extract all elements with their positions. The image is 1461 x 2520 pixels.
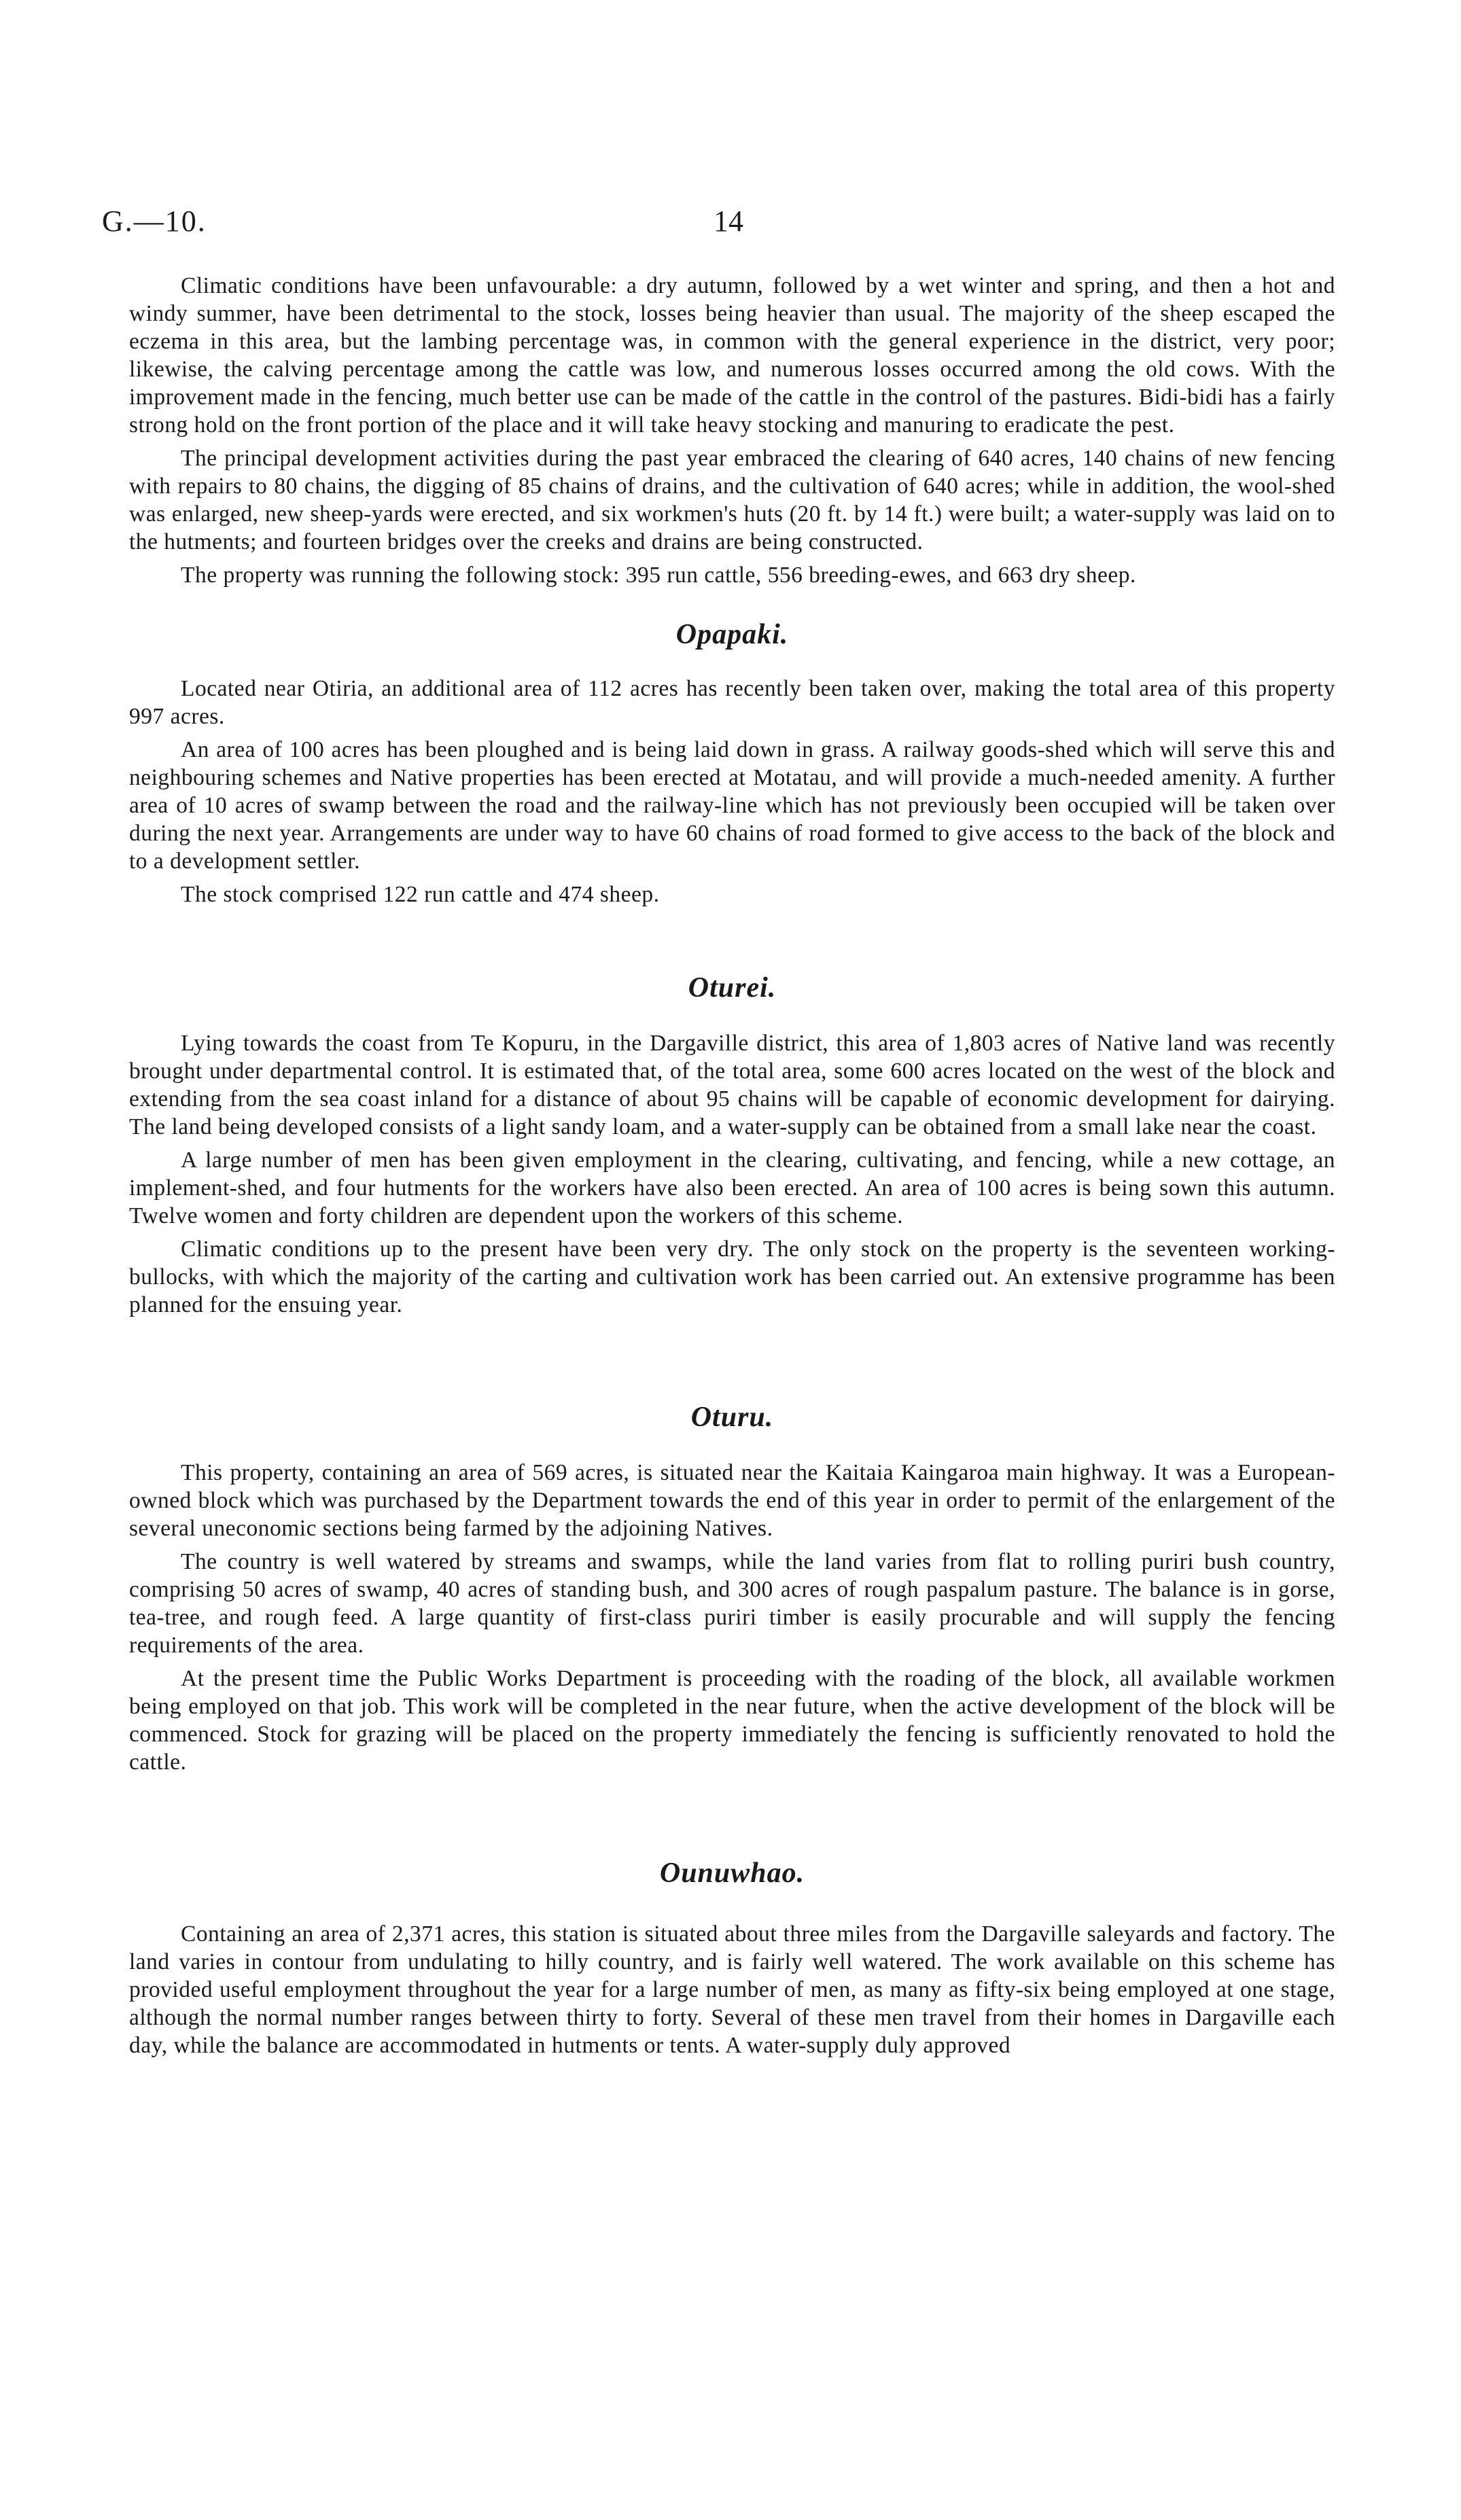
page-header — [102, 204, 1345, 245]
paragraph: The stock comprised 122 run cattle and 474 sheep. — [181, 882, 660, 907]
paragraph: Lying towards the coast from Te Kopuru, in the Dargaville district, this area of 1,803 acres of Native land was recently brought under departmental control. It is estimated that, of the total area, some 600 acres located on the west of the block and extending from the sea coast inland for a distance of about 95 chains will be capable of economic development for dairying. The land being developed consists of a light sandy loam, and a water-supply can be obtained from a small lake near the coast. — [129, 1031, 1335, 1139]
section-heading-oturei: Oturei. — [688, 972, 777, 1004]
paragraph: This property, containing an area of 569 acres, is situated near the Kaitaia Kaingaroa main highway. It was a European-owned block which was purchased by the Department towards the end of this year in order to permit of the enlargement of the several uneconomic sections being farmed by the adjoining Natives. — [129, 1460, 1335, 1541]
paragraph: The property was running the following stock: 395 run cattle, 556 breeding-ewes, and 663 dry sheep. — [181, 563, 1136, 588]
paragraph: Containing an area of 2,371 acres, this station is situated about three miles from the Dargaville saleyards and factory. The land varies in contour from undulating to hilly country, and is fairly well watered. The work available on this scheme has provided useful employment throughout the year for a large number of men, as many as fifty-six being employed at one stage, although the normal number ranges between thirty to forty. Several of these men travel from their homes in Dargaville each day, while the balance are accommodated in hutments or tents. A water-supply duly approved — [129, 1921, 1335, 2058]
paragraph: An area of 100 acres has been ploughed and is being laid down in grass. A railway goods-shed which will serve this and neighbouring schemes and Native properties has been erected at Motatau, and will provide a much-needed amenity. A further area of 10 acres of swamp between the road and the railway-line which has not previously been occupied will be taken over during the next year. Arrangements are under way to have 60 chains of road formed to give access to the back of the block and to a development settler. — [129, 737, 1335, 874]
section-heading-opapaki: Opapaki. — [675, 619, 789, 650]
section-heading-ounuwhao: Ounuwhao. — [659, 1858, 805, 1889]
paragraph: Located near Otiria, an additional area of 112 acres has recently been taken over, making the total area of this property 997 acres. — [129, 676, 1335, 729]
section-heading-oturu: Oturu. — [690, 1402, 774, 1433]
page-number: 14 — [714, 205, 743, 238]
paragraph: A large number of men has been given employment in the clearing, cultivating, and fencing, while a new cottage, an implement-shed, and four hutments for the workers have also been erected. An area of 100 acres is being sown this autumn. Twelve women and forty children are dependent upon the workers of this scheme. — [129, 1148, 1335, 1228]
paragraph: The principal development activities during the past year embraced the clearing of 640 acres, 140 chains of new fencing with repairs to 80 chains, the digging of 85 chains of drains, and the cultivation of 640 acres; while in addition, the wool-shed was enlarged, new sheep-yards were erected, and six workmen's huts (20 ft. by 14 ft.) were built; a water-supply was laid on to the hutments; and fourteen bridges over the creeks and drains are being constructed. — [129, 446, 1335, 554]
paragraph: At the present time the Public Works Department is proceeding with the roading of the block, all available workmen being employed on that job. This work will be completed in the near future, when the active development of the block will be commenced. Stock for grazing will be placed on the property immediately the fencing is sufficiently renovated to hold the cattle. — [129, 1666, 1335, 1775]
paragraph: Climatic conditions up to the present have been very dry. The only stock on the property is the seventeen working-bullocks, with which the majority of the carting and cultivation work has been carried out. An extensive programme has been planned for the ensuing year. — [129, 1237, 1335, 1317]
paragraph: Climatic conditions have been unfavourable: a dry autumn, followed by a wet winter and spring, and then a hot and windy summer, have been detrimental to the stock, losses being heavier than usual. The majority of the sheep escaped the eczema in this area, but the lambing percentage was, in common with the general experience in the district, very poor; likewise, the calving percentage among the cattle was low, and numerous losses occurred among the old cows. With the improvement made in the fencing, much better use can be made of the cattle in the control of the pastures. Bidi-bidi has a fairly strong hold on the front portion of the place and it will take heavy stocking and manuring to eradicate the pest. — [129, 273, 1335, 438]
text-column — [129, 272, 1335, 2065]
paragraph: The country is well watered by streams and swamps, while the land varies from flat to rolling puriri bush country, comprising 50 acres of swamp, 40 acres of standing bush, and 300 acres of rough paspalum pasture. The balance is in gorse, tea-tree, and rough feed. A large quantity of first-class puriri timber is easily procurable and will supply the fencing requirements of the area. — [129, 1549, 1335, 1658]
document-code: G.—10. — [102, 205, 207, 238]
